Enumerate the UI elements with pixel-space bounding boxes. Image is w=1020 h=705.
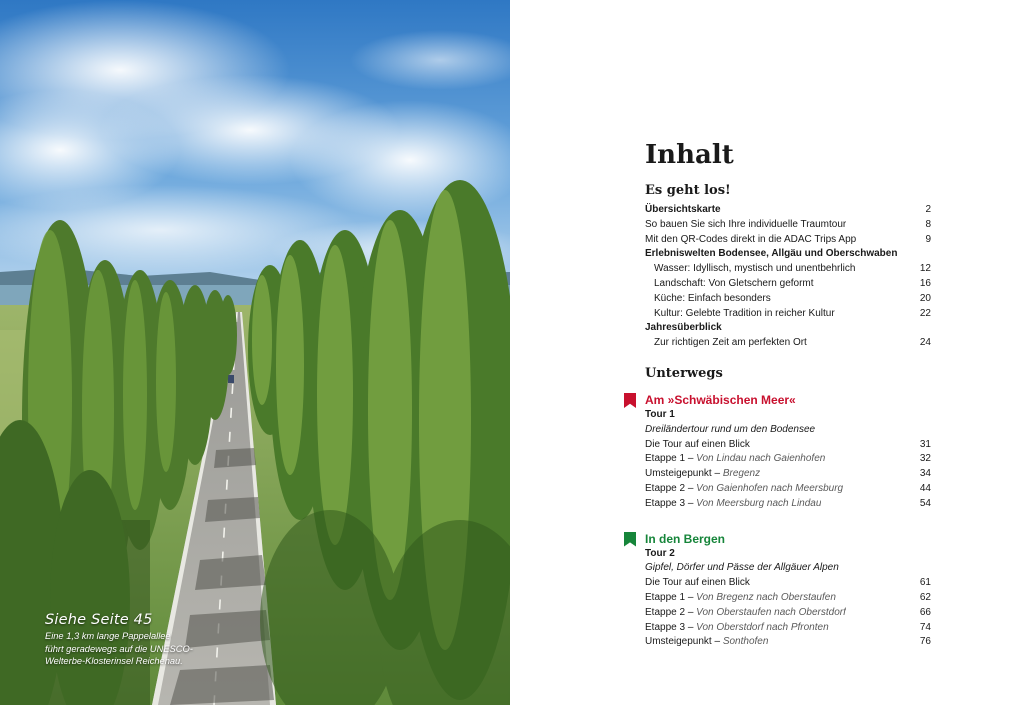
area-heading: In den Bergen bbox=[645, 531, 726, 546]
caption-line: führt geradewegs auf die UNESCO- bbox=[45, 643, 193, 654]
toc-group-heading: Erlebniswelten Bodensee, Allgäu und Oberschwaben bbox=[645, 248, 898, 260]
toc-entry[interactable]: Kultur: Gelebte Tradition in reicher Kultur 22 bbox=[654, 307, 931, 319]
tour-label: Tour 1 bbox=[645, 408, 675, 420]
caption-line: Welterbe-Klosterinsel Reichenau. bbox=[45, 656, 183, 667]
toc-entry[interactable]: Mit den QR-Codes direkt in die ADAC Trips App 9 bbox=[645, 233, 931, 245]
page-title: Inhalt bbox=[645, 140, 734, 170]
toc-entry[interactable]: Wasser: Idyllisch, mystisch und unentbehrlich 12 bbox=[654, 263, 931, 275]
toc-entry[interactable]: Etappe 1 – Von Lindau nach Gaienhofen 32 bbox=[645, 453, 931, 465]
toc-entry[interactable]: Etappe 2 – Von Gaienhofen nach Meersburg 44 bbox=[645, 482, 931, 494]
tour-subtitle: Dreiländertour rund um den Bodensee bbox=[645, 423, 816, 435]
toc-area-berge bbox=[645, 531, 931, 651]
tour-label: Tour 2 bbox=[645, 547, 675, 559]
table-of-contents bbox=[645, 138, 931, 650]
toc-entry[interactable]: Umsteigepunkt – Bregenz 34 bbox=[645, 468, 931, 480]
caption-title: Siehe Seite 45 bbox=[45, 612, 153, 628]
toc-entry[interactable]: Küche: Einfach besonders 20 bbox=[654, 292, 931, 304]
toc-group-heading: Jahresüberblick bbox=[645, 322, 722, 334]
photo-caption bbox=[45, 612, 193, 668]
toc-entry[interactable]: So bauen Sie sich Ihre individuelle Traumtour 8 bbox=[645, 218, 931, 230]
toc-entry[interactable]: Etappe 3 – Von Oberstdorf nach Pfronten 74 bbox=[645, 621, 931, 633]
caption-line: Eine 1,3 km lange Pappelallee bbox=[45, 631, 171, 641]
bookmark-flag-icon bbox=[624, 532, 636, 547]
toc-entry[interactable]: Umsteigepunkt – Sonthofen 76 bbox=[645, 636, 931, 648]
toc-entry[interactable]: Die Tour auf einen Blick 61 bbox=[645, 577, 931, 589]
tour-subtitle: Gipfel, Dörfer und Pässe der Allgäuer Alpen bbox=[645, 562, 839, 574]
toc-entry[interactable]: Landschaft: Von Gletschern geformt 16 bbox=[654, 277, 931, 289]
toc-entry[interactable]: Übersichtskarte 2 bbox=[645, 204, 931, 215]
toc-entry[interactable]: Die Tour auf einen Blick 31 bbox=[645, 438, 931, 450]
toc-entry[interactable]: Etappe 3 – Von Meersburg nach Lindau 54 bbox=[645, 497, 931, 509]
section-heading: Es geht los! bbox=[645, 183, 731, 198]
toc-entry[interactable]: Etappe 2 – Von Oberstaufen nach Oberstdorf 66 bbox=[645, 606, 931, 618]
section-heading: Unterwegs bbox=[645, 365, 723, 381]
bookmark-flag-icon bbox=[624, 393, 636, 408]
caption-text bbox=[45, 630, 193, 668]
toc-entry[interactable]: Zur richtigen Zeit am perfekten Ort 24 bbox=[654, 337, 931, 349]
toc-entry[interactable]: Etappe 1 – Von Bregenz nach Oberstaufen 62 bbox=[645, 591, 931, 603]
toc-area-bodensee bbox=[645, 392, 931, 512]
area-heading: Am »Schwäbischen Meer« bbox=[645, 392, 796, 407]
